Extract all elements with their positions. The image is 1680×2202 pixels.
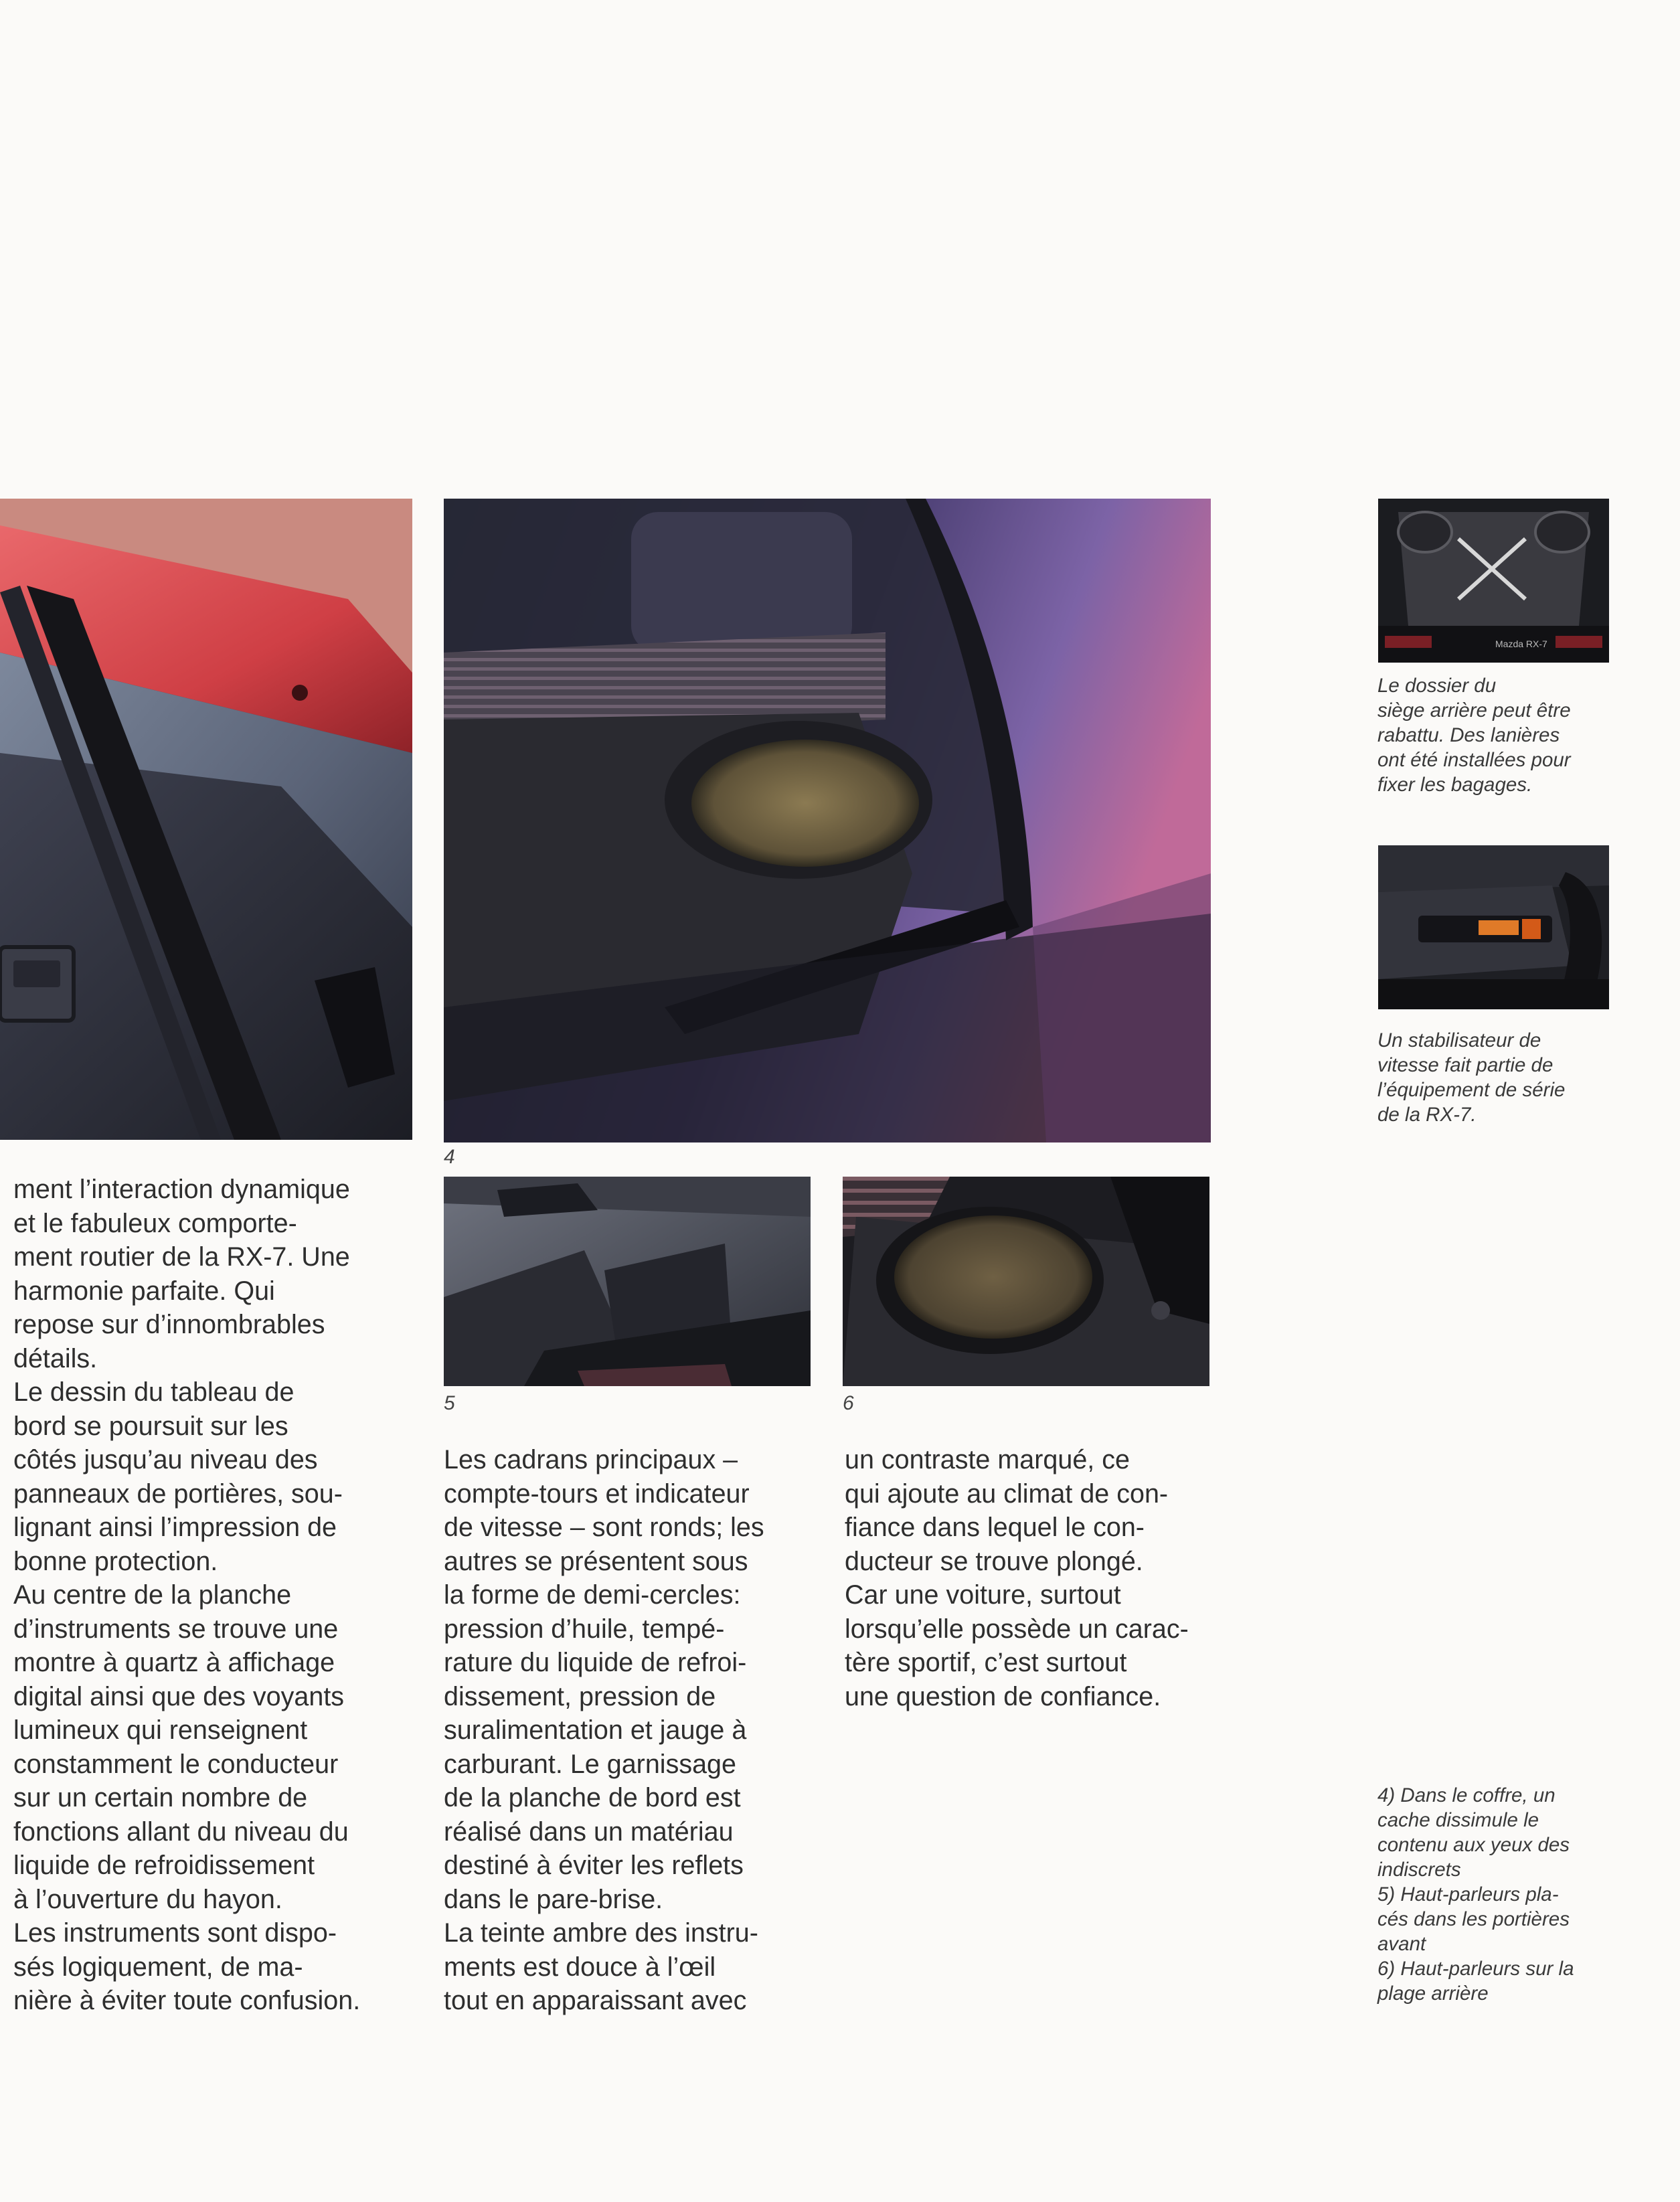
photo-door-speaker xyxy=(444,1177,811,1386)
legend-line: indiscrets xyxy=(1377,1859,1461,1881)
caption-line: Un stabilisateur de xyxy=(1377,1029,1541,1051)
text-line: dissement, pression de xyxy=(444,1681,716,1711)
photo-rear-shelf-speaker xyxy=(843,1177,1209,1386)
caption-line: rabattu. Des lanières xyxy=(1377,724,1560,746)
caption-line: siège arrière peut être xyxy=(1377,699,1571,722)
text-line: bord se poursuit sur les xyxy=(13,1411,288,1441)
figure-number-5: 5 xyxy=(444,1392,455,1414)
legend-line: avant xyxy=(1377,1933,1426,1955)
legend-line: 5) Haut-parleurs pla- xyxy=(1377,1883,1559,1905)
text-line: réalisé dans un matériau xyxy=(444,1816,734,1847)
text-line: rature du liquide de refroi- xyxy=(444,1648,747,1677)
text-column-3 xyxy=(845,1443,1189,1713)
photo-rear-cargo-cover xyxy=(444,499,1211,1142)
caption-line: de la RX-7. xyxy=(1377,1104,1477,1126)
text-line: de vitesse – sont ronds; les xyxy=(444,1513,764,1542)
text-line: liquide de refroidissement xyxy=(13,1851,315,1880)
text-line: fonctions allant du niveau du xyxy=(13,1816,349,1847)
photo-cruise-control xyxy=(1378,845,1609,1009)
legend-line: cache dissimule le xyxy=(1377,1809,1539,1831)
text-line: d’instruments se trouve une xyxy=(13,1614,339,1644)
text-line: tout en apparaissant avec xyxy=(444,1986,747,2015)
text-line: de la planche de bord est xyxy=(444,1783,741,1812)
text-line: Les cadrans principaux – xyxy=(444,1445,738,1474)
legend-line: 6) Haut-parleurs sur la xyxy=(1377,1958,1574,1980)
text-line: tère sportif, c’est surtout xyxy=(845,1648,1127,1677)
text-line: sés logiquement, de ma- xyxy=(13,1952,303,1982)
text-line: fiance dans lequel le con- xyxy=(845,1513,1145,1542)
text-line: un contraste marqué, ce xyxy=(845,1445,1130,1474)
legend-line: 4) Dans le coffre, un xyxy=(1377,1784,1556,1806)
caption-seat xyxy=(1377,673,1571,797)
text-line: constamment le conducteur xyxy=(13,1749,339,1779)
photo-red-car-door xyxy=(0,499,412,1140)
text-column-1 xyxy=(13,1173,360,2018)
photo-trunk-straps xyxy=(1378,499,1609,663)
text-line: pression d’huile, tempé- xyxy=(444,1614,725,1644)
text-line: panneaux de portières, sou- xyxy=(13,1478,343,1509)
text-line: une question de confiance. xyxy=(845,1681,1161,1711)
figure-legend xyxy=(1377,1783,1574,2006)
text-line: à l’ouverture du hayon. xyxy=(13,1884,282,1914)
text-line: Car une voiture, surtout xyxy=(845,1580,1121,1610)
text-line: digital ainsi que des voyants xyxy=(13,1681,345,1711)
legend-line: contenu aux yeux des xyxy=(1377,1834,1570,1856)
text-line: compte-tours et indicateur xyxy=(444,1478,750,1509)
text-line: Le dessin du tableau de xyxy=(13,1377,295,1407)
text-column-2 xyxy=(444,1443,764,2018)
caption-line: l’équipement de série xyxy=(1377,1079,1566,1101)
text-line: lignant ainsi l’impression de xyxy=(13,1513,337,1542)
legend-line: plage arrière xyxy=(1377,1982,1489,2005)
text-line: harmonie parfaite. Qui xyxy=(13,1276,275,1306)
text-line: ment l’interaction dynamique xyxy=(13,1175,350,1204)
badge-text: Mazda RX-7 xyxy=(1495,639,1547,649)
caption-cruise xyxy=(1377,1028,1565,1127)
text-line: lumineux qui renseignent xyxy=(13,1715,308,1745)
text-line: la forme de demi-cercles: xyxy=(444,1580,741,1610)
caption-line: Le dossier du xyxy=(1377,675,1497,697)
figure-number-4: 4 xyxy=(444,1146,455,1168)
text-line: ducteur se trouve plongé. xyxy=(845,1546,1143,1576)
text-line: qui ajoute au climat de con- xyxy=(845,1478,1169,1509)
text-line: destiné à éviter les reflets xyxy=(444,1851,744,1880)
text-line: repose sur d’innombrables xyxy=(13,1310,325,1339)
text-line: lorsqu’elle possède un carac- xyxy=(845,1614,1189,1644)
legend-line: cés dans les portières xyxy=(1377,1908,1570,1930)
caption-line: ont été installées pour xyxy=(1377,749,1571,771)
text-line: sur un certain nombre de xyxy=(13,1783,308,1812)
text-line: et le fabuleux comporte- xyxy=(13,1208,297,1238)
text-line: détails. xyxy=(13,1343,98,1373)
text-line: Les instruments sont dispo- xyxy=(13,1918,337,1948)
text-line: autres se présentent sous xyxy=(444,1546,748,1576)
figure-number-6: 6 xyxy=(843,1392,854,1414)
text-line: dans le pare-brise. xyxy=(444,1884,663,1914)
text-line: Au centre de la planche xyxy=(13,1580,292,1610)
text-line: montre à quartz à affichage xyxy=(13,1648,335,1677)
text-line: suralimentation et jauge à xyxy=(444,1715,747,1745)
caption-line: fixer les bagages. xyxy=(1377,774,1533,796)
text-line: côtés jusqu’au niveau des xyxy=(13,1445,318,1474)
text-line: nière à éviter toute confusion. xyxy=(13,1986,361,2015)
text-line: ment routier de la RX-7. Une xyxy=(13,1242,350,1272)
text-line: carburant. Le garnissage xyxy=(444,1749,736,1779)
text-line: bonne protection. xyxy=(13,1546,218,1576)
caption-line: vitesse fait partie de xyxy=(1377,1054,1553,1076)
text-line: ments est douce à l’œil xyxy=(444,1952,716,1982)
text-line: La teinte ambre des instru- xyxy=(444,1918,758,1948)
